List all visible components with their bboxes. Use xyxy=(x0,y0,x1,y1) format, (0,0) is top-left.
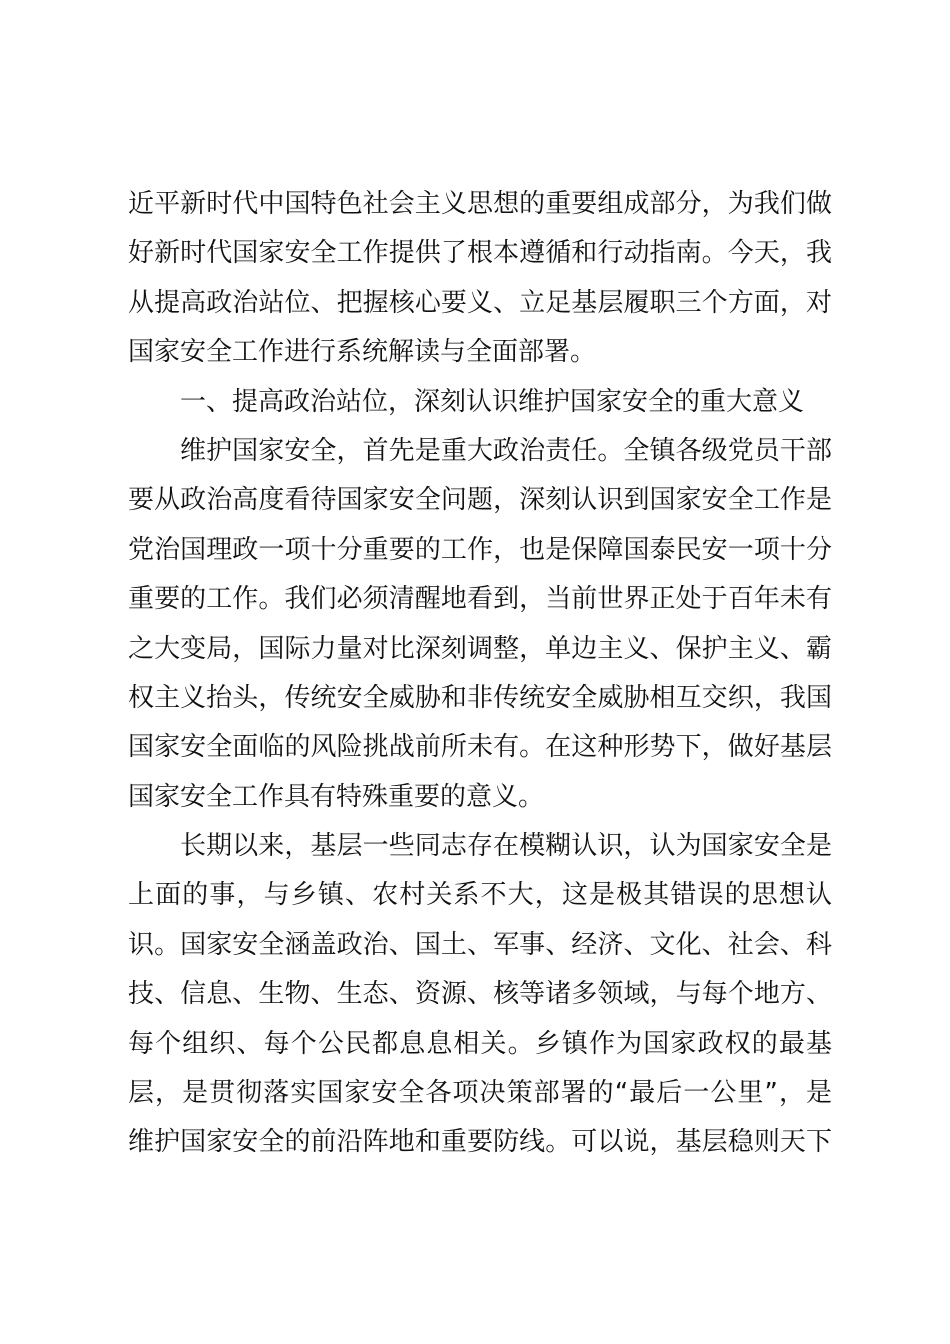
text-line: 从提高政治站位、把握核心要义、立足基层履职三个方面，对 xyxy=(128,287,832,318)
text-line: 好新时代国家安全工作提供了根本遵循和行动指南。今天，我 xyxy=(128,238,832,269)
section-heading: 一、提高政治站位，深刻认识维护国家安全的重大意义 xyxy=(180,386,805,417)
text-line: 维护国家安全的前沿阵地和重要防线。可以说，基层稳则天下 xyxy=(128,1127,832,1158)
text-line: 技、信息、生物、生态、资源、核等诸多领域，与每个地方、 xyxy=(128,979,832,1010)
text-line: 重要的工作。我们必须清醒地看到，当前世界正处于百年未有 xyxy=(128,584,832,615)
text-line: 国家安全面临的风险挑战前所未有。在这种形势下，做好基层 xyxy=(128,732,832,763)
text-line: 之大变局，国际力量对比深刻调整，单边主义、保护主义、霸 xyxy=(128,633,832,664)
text-line: 层，是贯彻落实国家安全各项决策部署的“最后一公里”，是 xyxy=(128,1078,832,1109)
text-line: 要从政治高度看待国家安全问题，深刻认识到国家安全工作是 xyxy=(128,485,832,516)
text-line: 上面的事，与乡镇、农村关系不大，这是极其错误的思想认 xyxy=(128,880,832,911)
text-line: 权主义抬头，传统安全威胁和非传统安全威胁相互交织，我国 xyxy=(128,682,832,713)
text-line: 识。国家安全涵盖政治、国土、军事、经济、文化、社会、科 xyxy=(128,929,832,960)
text-line: 长期以来，基层一些同志存在模糊认识，认为国家安全是 xyxy=(180,831,832,862)
text-line: 党治国理政一项十分重要的工作，也是保障国泰民安一项十分 xyxy=(128,534,832,565)
text-line: 每个组织、每个公民都息息相关。乡镇作为国家政权的最基 xyxy=(128,1028,832,1059)
text-line: 国家安全工作具有特殊重要的意义。 xyxy=(128,781,545,812)
text-line: 维护国家安全，首先是重大政治责任。全镇各级党员干部 xyxy=(180,435,832,466)
text-line: 近平新时代中国特色社会主义思想的重要组成部分，为我们做 xyxy=(128,189,832,219)
body-text xyxy=(128,180,832,1168)
text-line: 国家安全工作进行系统解读与全面部署。 xyxy=(128,337,597,368)
